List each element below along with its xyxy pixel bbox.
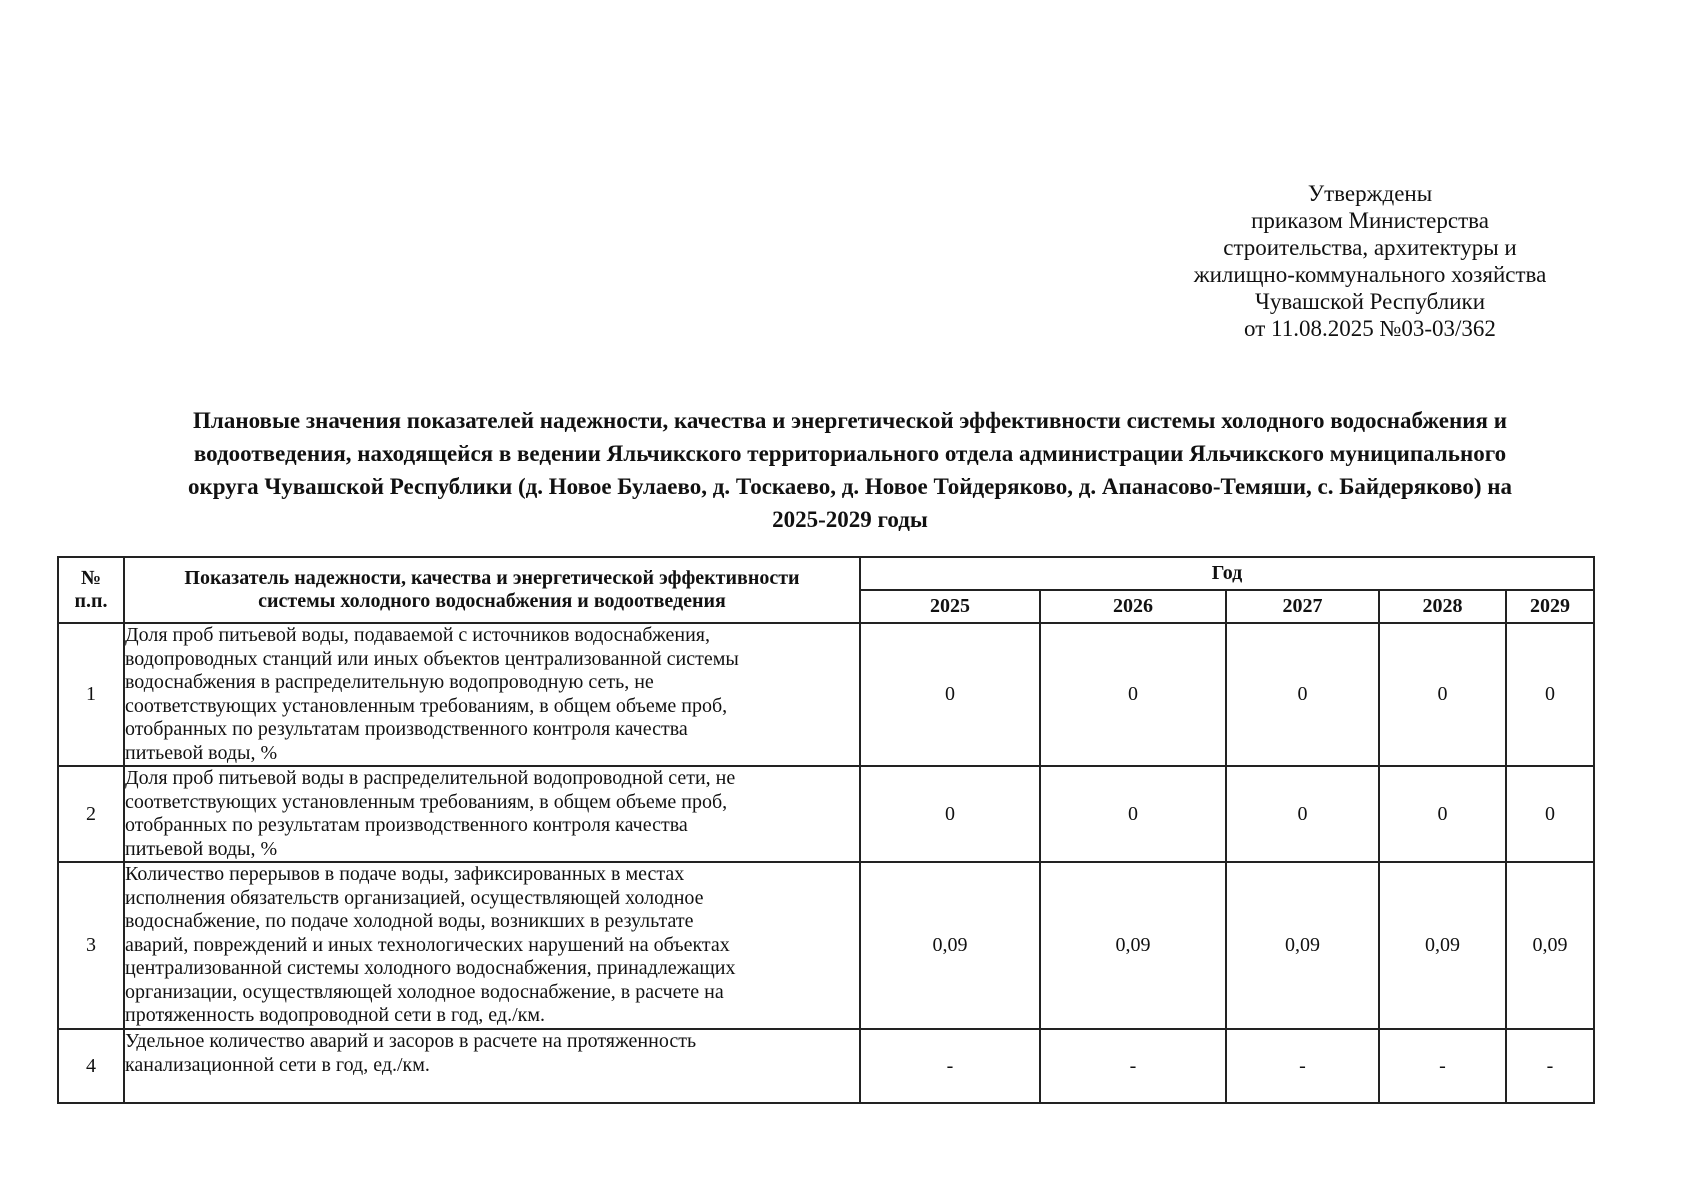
table-row <box>58 862 1594 1029</box>
row-indicator: Доля проб питьевой воды, подаваемой с источников водоснабжения, водопроводных станций или иных объектов централизованной системы водоснабжения в распределительную водопроводную сеть, не соответствующих установленным требованиям, в общем объеме проб, отобранных по результатам производственного контроля качества питьевой воды, % <box>124 623 860 766</box>
header-year-2025: 2025 <box>860 590 1040 623</box>
value-2026: - <box>1040 1029 1226 1103</box>
indicators-table <box>57 556 1595 1104</box>
value-2027: - <box>1226 1029 1379 1103</box>
value-2027: 0 <box>1226 766 1379 862</box>
title-line: 2025-2029 годы <box>772 507 928 532</box>
header-year-2027: 2027 <box>1226 590 1379 623</box>
table-row <box>58 1029 1594 1103</box>
title-line: Плановые значения показателей надежности, качества и энергетической эффективности системы холодного водоснабжения и <box>193 408 1507 433</box>
row-num: 2 <box>58 766 124 862</box>
approval-line: жилищно-коммунального хозяйства <box>1193 262 1547 287</box>
value-2028: 0 <box>1379 766 1506 862</box>
approval-line: приказом Министерства <box>1251 208 1489 233</box>
value-2029: 0 <box>1506 623 1594 766</box>
title-line: округа Чувашской Республики (д. Новое Булаево, д. Тоскаево, д. Новое Тойдеряково, д. Апанасово-Темяши, с. Байдеряково) на <box>187 474 1513 499</box>
value-2025: 0 <box>860 766 1040 862</box>
title-line: водоотведения, находящейся в ведении Яльчикского территориального отдела администрации Яльчикского муниципального <box>193 441 1507 466</box>
value-2029: 0 <box>1506 766 1594 862</box>
value-2026: 0 <box>1040 623 1226 766</box>
value-2026: 0,09 <box>1040 862 1226 1029</box>
value-2025: 0,09 <box>860 862 1040 1029</box>
table-header-row <box>58 557 1594 590</box>
approval-stamp <box>1150 180 1590 342</box>
row-num: 4 <box>58 1029 124 1103</box>
table-row <box>58 766 1594 862</box>
value-2025: 0 <box>860 623 1040 766</box>
value-2025: - <box>860 1029 1040 1103</box>
value-2028: 0 <box>1379 623 1506 766</box>
approval-line: от 11.08.2025 №03-03/362 <box>1244 316 1496 341</box>
value-2027: 0,09 <box>1226 862 1379 1029</box>
value-2029: - <box>1506 1029 1594 1103</box>
header-year-group: Год <box>860 557 1594 590</box>
header-indicator: Показатель надежности, качества и энергетической эффективности системы холодного водоснабжения и водоотведения <box>124 557 860 623</box>
value-2028: 0,09 <box>1379 862 1506 1029</box>
header-year-2026: 2026 <box>1040 590 1226 623</box>
row-indicator: Удельное количество аварий и засоров в расчете на протяженность канализационной сети в год, ед./км. <box>124 1029 860 1103</box>
header-year-2029: 2029 <box>1506 590 1594 623</box>
approval-line: Чувашской Республики <box>1254 289 1486 314</box>
value-2026: 0 <box>1040 766 1226 862</box>
table-row <box>58 623 1594 766</box>
value-2027: 0 <box>1226 623 1379 766</box>
header-year-2028: 2028 <box>1379 590 1506 623</box>
header-num: № п.п. <box>58 557 124 623</box>
approval-line: строительства, архитектуры и <box>1223 235 1517 260</box>
row-num: 1 <box>58 623 124 766</box>
document-title <box>70 404 1630 536</box>
row-indicator: Доля проб питьевой воды в распределительной водопроводной сети, не соответствующих установленным требованиям, в общем объеме проб, отобранных по результатам производственного контроля качества питьевой воды, % <box>124 766 860 862</box>
row-indicator: Количество перерывов в подаче воды, зафиксированных в местах исполнения обязательств организацией, осуществляющей холодное водоснабжение, по подаче холодной воды, возникших в результате аварий, повреждений и иных технологических нарушений на объектах централизованной системы холодного водоснабжения, принадлежащих организации, осуществляющей холодное водоснабжение, в расчете на протяженность водопроводной сети в год, ед./км. <box>124 862 860 1029</box>
approval-line: Утверждены <box>1307 181 1433 206</box>
value-2028: - <box>1379 1029 1506 1103</box>
value-2029: 0,09 <box>1506 862 1594 1029</box>
row-num: 3 <box>58 862 124 1029</box>
